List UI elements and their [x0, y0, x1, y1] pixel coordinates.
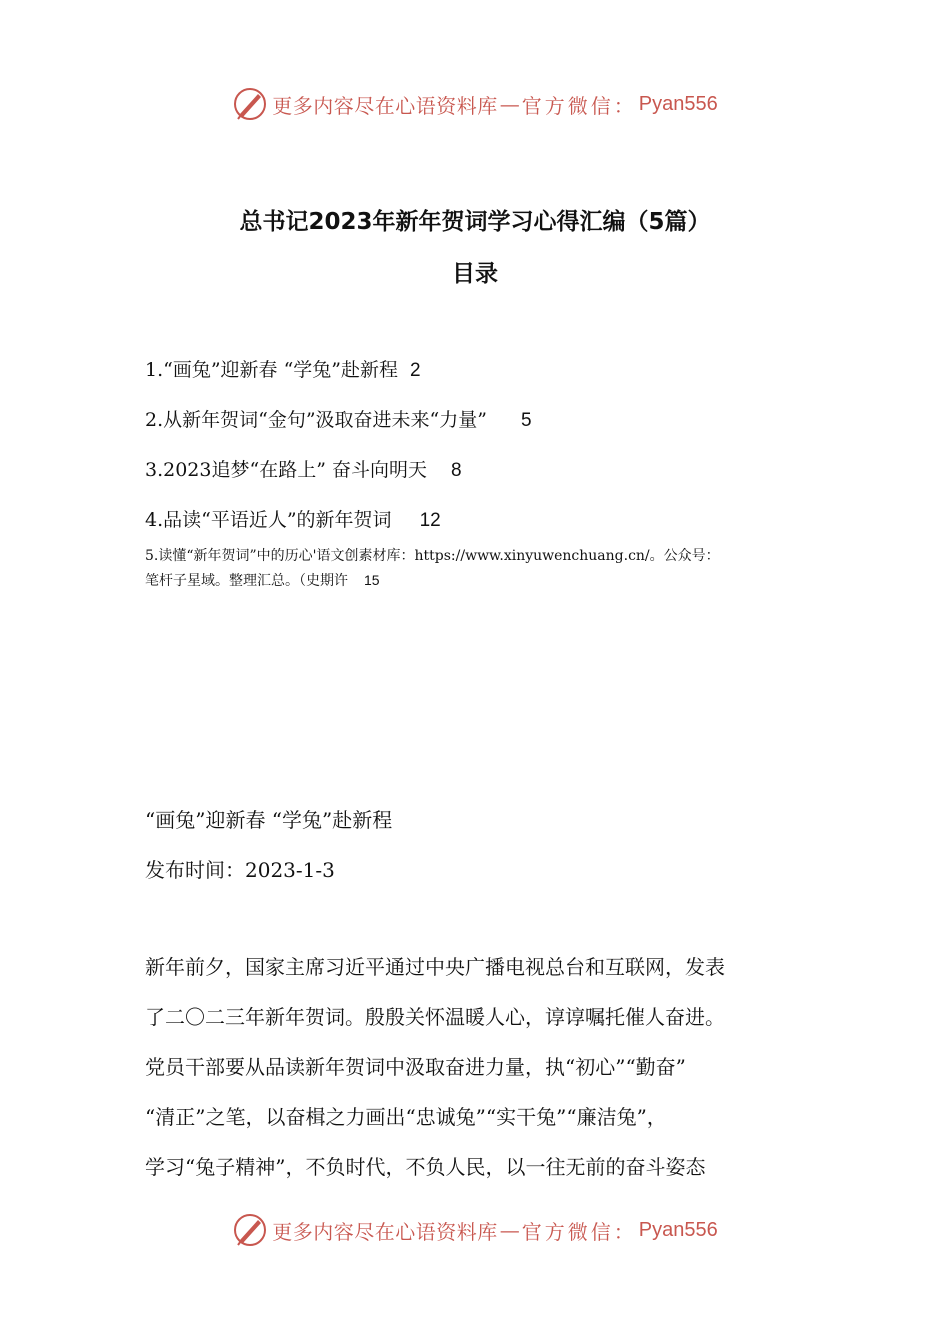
- banner-text: 更多内容尽在心语资料库: [272, 1219, 498, 1244]
- toc-item-page: 8: [450, 460, 462, 481]
- banner-separator: —: [499, 1218, 520, 1242]
- banner-wechat-id: Pyan556: [638, 1218, 718, 1241]
- banner-separator: —: [499, 92, 520, 116]
- toc-item[interactable]: [145, 405, 532, 432]
- article-heading: “画兔”迎新春 “学兔”赴新程: [145, 808, 393, 832]
- toc-item[interactable]: [145, 355, 421, 382]
- article-body: [145, 942, 825, 1192]
- quill-logo-icon: [232, 1212, 268, 1248]
- toc-item-page: 15: [364, 572, 380, 588]
- document-title: 总书记2023年新年贺词学习心得汇编（5篇）: [239, 209, 711, 235]
- toc-item-label: 1.“画兔”迎新春 “学兔”赴新程: [145, 359, 399, 381]
- banner-wechat-label: 官方微信：: [521, 1219, 637, 1244]
- toc-item-5-text: 笔杆子星域。整理汇总。（史期许: [145, 573, 348, 589]
- banner-wechat-label: 官方微信：: [521, 93, 637, 118]
- toc-item-page: 2: [410, 360, 421, 381]
- header-banner: [0, 84, 950, 124]
- article-date: 发布时间：2023-1-3: [145, 858, 335, 882]
- toc-item-5-line1: 5.读懂“新年贺词”中的历心'语文创素材库：https://www.xinyuwenchuang.cn/。公众号：: [145, 548, 720, 564]
- quill-logo-icon: [232, 86, 268, 122]
- body-line: 党员干部要从品读新年贺词中汲取奋进力量，执“初心”“勤奋”: [145, 1055, 686, 1079]
- toc-item-page: 12: [419, 510, 441, 531]
- toc-item[interactable]: [145, 455, 462, 482]
- toc-item[interactable]: [145, 505, 441, 532]
- toc-item-label: 3.2023追梦“在路上” 奋斗向明天: [145, 459, 427, 481]
- toc-item-label: 4.品读“平语近人”的新年贺词: [145, 509, 392, 531]
- body-line: “清正”之笔，以奋楫之力画出“忠诚兔”“实干兔”“廉洁兔”，: [145, 1105, 667, 1129]
- footer-banner: [0, 1210, 950, 1250]
- toc-item-page: 5: [520, 410, 532, 431]
- body-line: 学习“兔子精神”，不负时代，不负人民，以一往无前的奋斗姿态: [145, 1155, 706, 1179]
- banner-text: 更多内容尽在心语资料库: [272, 93, 498, 118]
- body-line: 了二〇二三年新年贺词。殷殷关怀温暖人心，谆谆嘱托催人奋进。: [145, 1005, 725, 1029]
- banner-wechat-id: Pyan556: [638, 92, 718, 115]
- body-line: 新年前夕，国家主席习近平通过中央广播电视总台和互联网，发表: [145, 955, 725, 979]
- toc-item-label: 2.从新年贺词“金句”汲取奋进未来“力量”: [145, 409, 487, 431]
- toc-item-5-line2: [145, 568, 825, 593]
- toc-item-5[interactable]: [145, 544, 825, 593]
- toc-heading: 目录: [452, 261, 498, 287]
